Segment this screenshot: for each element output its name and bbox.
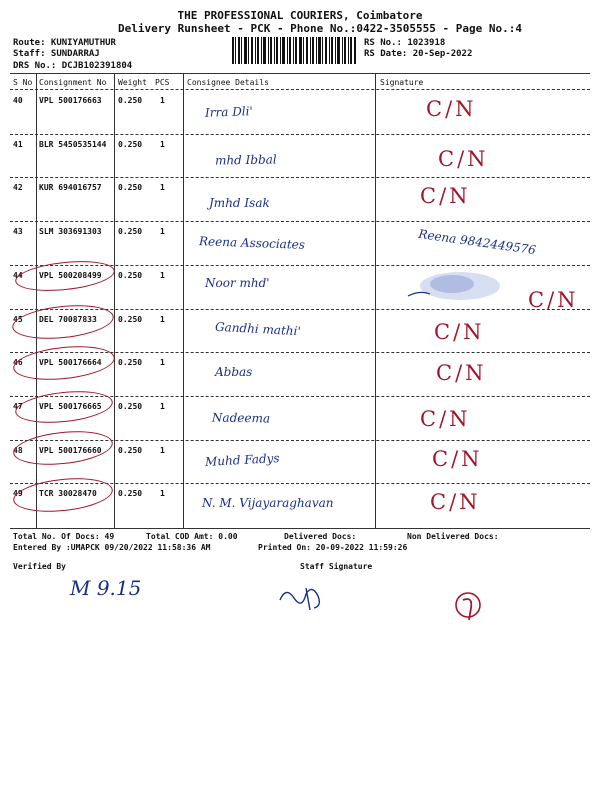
row-signature-cin: C/N [432, 446, 483, 471]
document-title: THE PROFESSIONAL COURIERS, Coimbatore [177, 9, 423, 22]
row-sno: 43 [13, 227, 23, 237]
row-signature-cin: C/N [438, 146, 489, 171]
verified-signature: M 9.15 [70, 576, 142, 600]
total-docs: Total No. Of Docs: 49 [13, 532, 115, 541]
header-divider [10, 89, 590, 90]
row-weight: 0.250 [118, 314, 143, 324]
ink-circle-mark [12, 427, 115, 469]
drs-number: DRS No.: DCJB102391804 [13, 61, 133, 71]
row-pcs: 1 [160, 401, 165, 411]
row-sno: 42 [13, 183, 23, 193]
row-consignment-no: VPL 500176663 [39, 96, 102, 105]
table-top-border [10, 73, 590, 74]
ink-circle-mark [12, 474, 115, 516]
row-pcs: 1 [160, 96, 165, 105]
red-ink-mark [453, 590, 483, 624]
ink-circle-mark [14, 257, 116, 295]
row-divider [10, 177, 590, 178]
row-consignee-handwritten: Noor mhd' [205, 275, 270, 290]
row-pcs: 1 [160, 139, 165, 149]
handwritten-signature-reena: Reena 9842449576 [417, 226, 537, 258]
col-header-pcs: PCS [155, 78, 170, 87]
row-weight: 0.250 [118, 139, 143, 149]
col-header-sno: S No [13, 78, 33, 87]
row-sno: 40 [13, 96, 23, 105]
row-consignment-no: BLR 5450535144 [39, 139, 107, 149]
row-pcs: 1 [160, 489, 165, 499]
total-cod: Total COD Amt: 0.00 [146, 532, 238, 541]
row-divider [10, 221, 590, 222]
row-signature-cin: C/N [430, 490, 481, 515]
row-pcs: 1 [160, 183, 165, 193]
row-signature-cin: C/N [434, 319, 485, 344]
printed-on: Printed On: 20-09-2022 11:59:26 [258, 543, 408, 552]
row-consignee-handwritten: Muhd Fadys [204, 450, 280, 469]
row-consignee-handwritten: Abbas [215, 365, 253, 380]
row-consignment-no: SLM 303691303 [39, 227, 102, 237]
row-consignment-no: VPL 500208499 [39, 270, 102, 280]
row-weight: 0.250 [118, 227, 143, 237]
column-divider [183, 73, 184, 528]
barcode [232, 37, 356, 64]
row-weight: 0.250 [118, 489, 143, 499]
entered-by: Entered By :UMAPCK 09/20/2022 11:58:36 AM [13, 543, 211, 552]
row-sno: 44 [13, 270, 23, 280]
col-header-details: Consignee Details [187, 78, 269, 87]
row-consignment-no: VPL 500176664 [39, 358, 102, 368]
row-pcs: 1 [160, 227, 165, 237]
ink-circle-mark [14, 387, 115, 427]
row-sno: 46 [13, 358, 23, 368]
row-weight: 0.250 [118, 401, 143, 411]
row-consignee-handwritten: mhd Ibbal [214, 152, 277, 168]
row-weight: 0.250 [118, 96, 143, 105]
row-pcs: 1 [160, 358, 165, 368]
row-sno: 48 [13, 445, 23, 455]
row-weight: 0.250 [118, 358, 143, 368]
row-divider [10, 134, 590, 135]
non-delivered-docs: Non Delivered Docs: [407, 532, 499, 541]
row-sno: 47 [13, 401, 23, 411]
row-weight: 0.250 [118, 183, 143, 193]
row-consignee-handwritten: Irra Dli' [204, 104, 254, 120]
table-bottom-border [10, 528, 590, 529]
row-pcs: 1 [160, 270, 165, 280]
staff-signature-scrawl [276, 580, 332, 612]
ink-circle-mark [11, 301, 116, 343]
column-divider [114, 73, 115, 528]
row-signature-cin: C/N [426, 97, 477, 121]
row-signature-cin: C/N [528, 287, 579, 312]
document-subtitle: Delivery Runsheet - PCK - Phone No.:0422-3505555 - Page No.:4 [118, 22, 522, 35]
col-header-weight: Weight [118, 78, 147, 87]
thumbprint-smudge [400, 266, 520, 306]
row-consignment-no: TCR 30028470 [39, 489, 97, 499]
ink-circle-mark [12, 342, 117, 384]
rs-date: RS Date: 20-Sep-2022 [364, 49, 473, 59]
staff-label: Staff: SUNDARRAJ [13, 49, 100, 59]
verified-by-label: Verified By [13, 562, 66, 571]
row-weight: 0.250 [118, 270, 143, 280]
row-signature-cin: C/N [436, 361, 487, 386]
row-consignee-handwritten: N. M. Vijayaraghavan [202, 496, 334, 511]
rs-number: RS No.: 1023918 [364, 38, 446, 48]
route-label: Route: KUNIYAMUTHUR [13, 38, 116, 48]
row-consignee-handwritten: Gandhi mathi' [214, 319, 302, 338]
row-consignment-no: VPL 500176665 [39, 401, 102, 411]
row-consignment-no: DEL 70087833 [39, 314, 97, 324]
row-signature-cin: C/N [420, 184, 471, 209]
row-pcs: 1 [160, 314, 165, 324]
row-sno: 49 [13, 489, 23, 499]
row-consignee-handwritten: Nadeema [211, 410, 271, 426]
col-header-consignment: Consignment No [39, 78, 107, 87]
row-consignment-no: KUR 694016757 [39, 183, 102, 193]
row-pcs: 1 [160, 445, 165, 455]
column-divider [375, 73, 376, 528]
col-header-signature: Signature [380, 78, 424, 87]
row-signature-cin: C/N [420, 406, 471, 431]
row-weight: 0.250 [118, 445, 143, 455]
row-consignee-handwritten: Reena Associates [198, 234, 306, 252]
row-consignee-handwritten: Jmhd Isak [209, 196, 270, 211]
delivered-docs: Delivered Docs: [284, 532, 357, 541]
row-sno: 45 [13, 314, 23, 324]
row-sno: 41 [13, 139, 23, 149]
staff-signature-label: Staff Signature [300, 562, 373, 571]
row-consignment-no: VPL 500176660 [39, 445, 102, 455]
